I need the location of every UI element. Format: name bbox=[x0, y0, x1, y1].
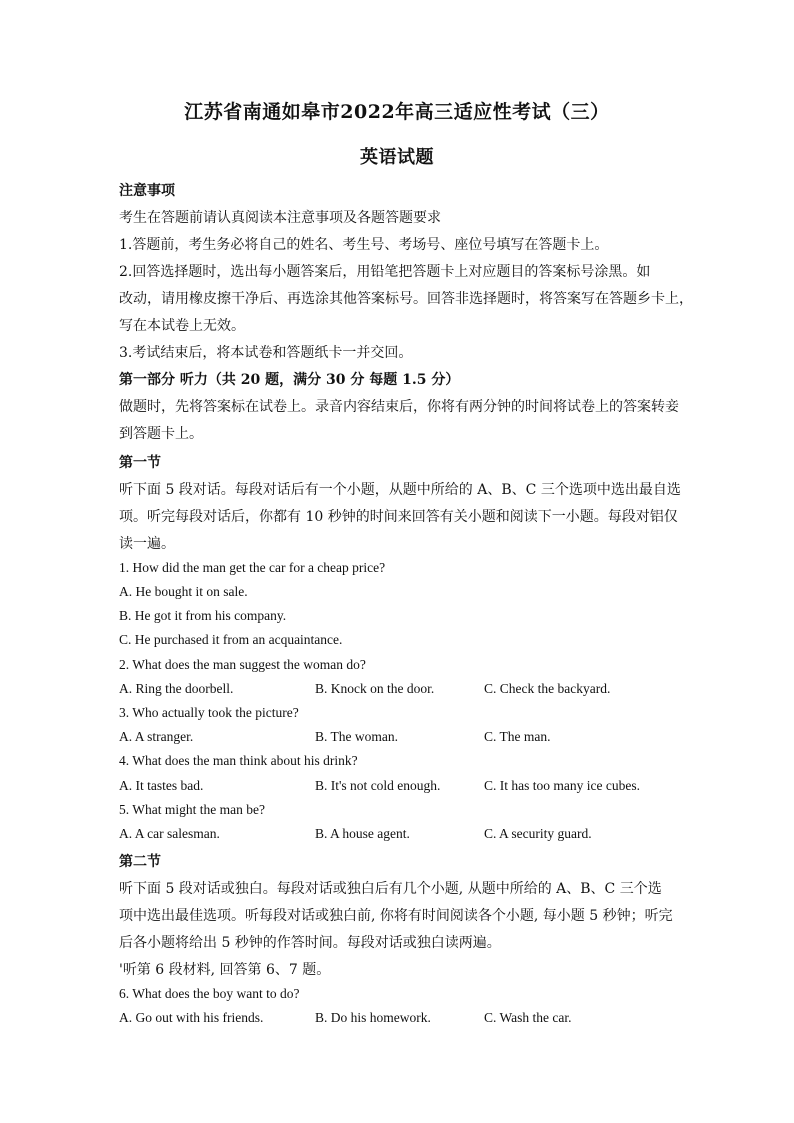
question-5-option-a: A. A car salesman. bbox=[119, 826, 220, 841]
exam-subtitle: 英语试题 bbox=[360, 147, 434, 168]
question-4-option-b: B. It's not cold enough. bbox=[315, 778, 441, 793]
notice-item-1: 1.答题前，考生务必将自己的姓名、考生号、考场号、座位号填写在答题卡上。 bbox=[119, 237, 609, 253]
question-2-option-c: C. Check the backyard. bbox=[484, 681, 611, 696]
question-4-stem: 4. What does the man think about his drink? bbox=[119, 753, 358, 768]
question-3-option-a: A. A stranger. bbox=[119, 729, 194, 744]
question-4-option-c: C. It has too many ice cubes. bbox=[484, 778, 640, 793]
question-6-option-c: C. Wash the car. bbox=[484, 1010, 572, 1025]
question-5-option-c: C. A security guard. bbox=[484, 826, 592, 841]
notice-item-2-line-3: 写在本试卷上无效。 bbox=[119, 318, 245, 334]
question-4-option-a: A. It tastes bad. bbox=[119, 778, 204, 793]
question-5-option-b: B. A house agent. bbox=[315, 826, 410, 841]
question-3-option-b: B. The woman. bbox=[315, 729, 398, 744]
question-6-option-a: A. Go out with his friends. bbox=[119, 1010, 264, 1025]
question-3-option-c: C. The man. bbox=[484, 729, 551, 744]
question-1-option-c: C. He purchased it from an acquaintance. bbox=[119, 632, 343, 647]
section2-instruction-line-2: 项中选出最佳选项。听每段对话或独白前, 你将有时间阅读各个小题, 每小题 5 秒钟；听完 bbox=[119, 908, 673, 924]
section2-material-note: '听第 6 段材料, 回答第 6、7 题。 bbox=[119, 962, 331, 978]
section1-instruction-line-2: 项。听完每段对话后，你都有 10 秒钟的时间来回答有关小题和阅读下一小题。每段对铝仅 bbox=[119, 509, 678, 525]
question-3-stem: 3. Who actually took the picture? bbox=[119, 705, 299, 720]
question-6-option-b: B. Do his homework. bbox=[315, 1010, 431, 1025]
question-2-option-b: B. Knock on the door. bbox=[315, 681, 435, 696]
section2-heading: 第二节 bbox=[119, 854, 161, 870]
section1-instruction-line-3: 读一遍。 bbox=[119, 536, 175, 552]
part1-instruction-line-2: 到答题卡上。 bbox=[119, 426, 203, 442]
notice-item-2-line-1: 2.回答选择题时，选出每小题答案后，用铅笔把答题卡上对应题目的答案标号涂黑。如 bbox=[119, 264, 651, 280]
section2-instruction-line-1: 听下面 5 段对话或独白。每段对话或独白后有几个小题, 从题中所给的 A、B、C 三个选 bbox=[119, 881, 662, 897]
part1-heading: 第一部分 听力（共 20 题，满分 30 分 每题 1.5 分） bbox=[119, 372, 460, 388]
section1-instruction-line-1: 听下面 5 段对话。每段对话后有一个小题，从题中所给的 A、B、C 三个选项中选出最自选 bbox=[119, 482, 681, 498]
question-1-option-a: A. He bought it on sale. bbox=[119, 584, 248, 599]
notice-heading: 注意事项 bbox=[119, 183, 175, 199]
question-2-stem: 2. What does the man suggest the woman do? bbox=[119, 657, 366, 672]
question-2-option-a: A. Ring the doorbell. bbox=[119, 681, 234, 696]
question-5-stem: 5. What might the man be? bbox=[119, 802, 265, 817]
section2-instruction-line-3: 后各小题将给出 5 秒钟的作答时间。每段对话或独白读两遍。 bbox=[119, 935, 501, 951]
notice-item-2-line-2: 改动，请用橡皮擦干净后、再选涂其他答案标号。回答非选择题时，将答案写在答题乡卡上， bbox=[119, 291, 693, 307]
notice-item-3: 3.考试结束后，将本试卷和答题纸卡一并交回。 bbox=[119, 345, 413, 361]
notice-intro: 考生在答题前请认真阅读本注意事项及各题答题要求 bbox=[119, 210, 441, 226]
section1-heading: 第一节 bbox=[119, 455, 161, 471]
question-6-stem: 6. What does the boy want to do? bbox=[119, 986, 300, 1001]
question-1-option-b: B. He got it from his company. bbox=[119, 608, 287, 623]
part1-instruction-line-1: 做题时，先将答案标在试卷上。录音内容结束后，你将有两分钟的时间将试卷上的答案转妾 bbox=[119, 399, 679, 415]
question-1-stem: 1. How did the man get the car for a cheap price? bbox=[119, 560, 386, 575]
exam-title: 江苏省南通如皋市2022年高三适应性考试（三） bbox=[184, 101, 610, 123]
